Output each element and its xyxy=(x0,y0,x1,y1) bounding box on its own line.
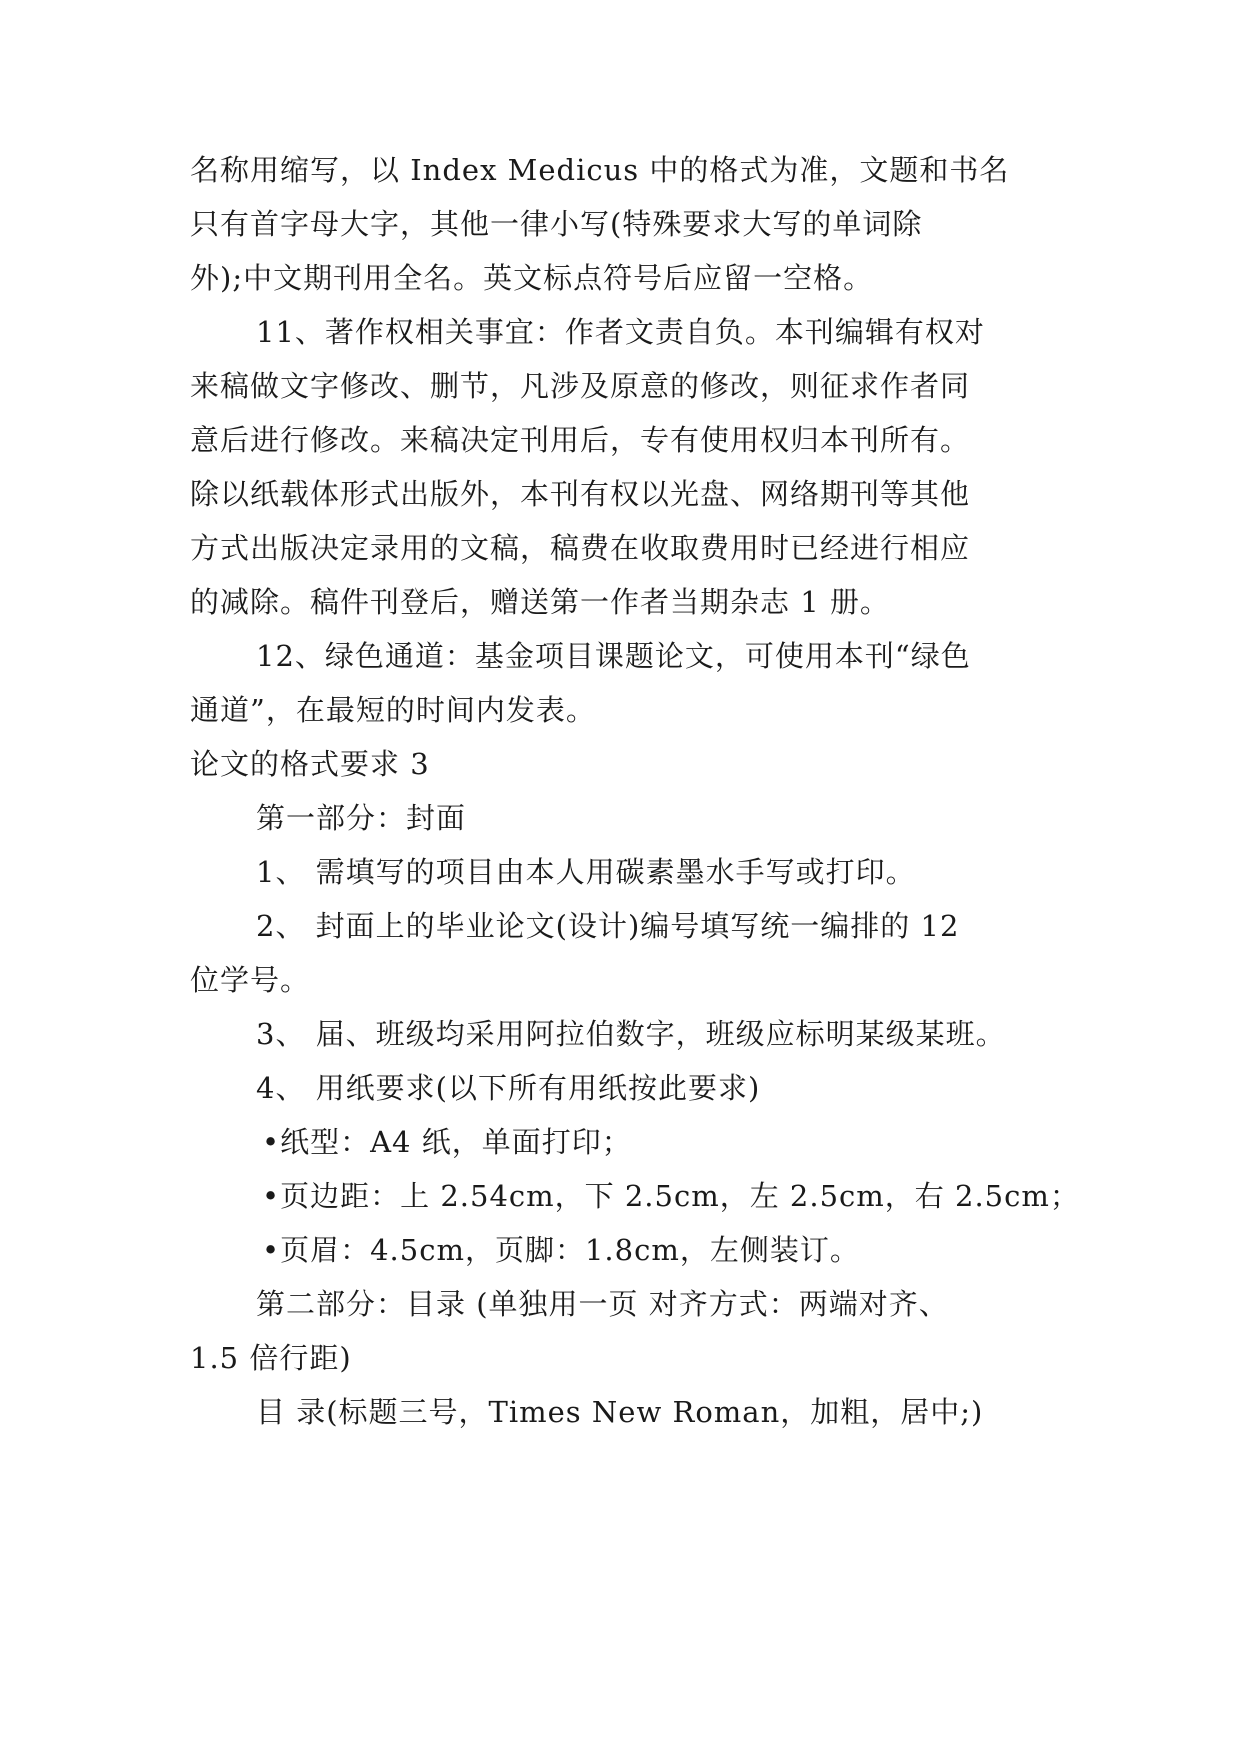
section-heading: 论文的格式要求 3 xyxy=(190,747,430,781)
text-line: 12、绿色通道：基金项目课题论文，可使用本刊“绿色 xyxy=(256,639,971,673)
text-line: 的减除。稿件刊登后，赠送第一作者当期杂志 1 册。 xyxy=(190,585,890,619)
text-line: 只有首字母大字，其他一律小写(特殊要求大写的单词除 xyxy=(190,207,923,241)
text-line: 11、著作权相关事宜：作者文责自负。本刊编辑有权对 xyxy=(256,315,985,349)
bullet-item: •页边距：上 2.54cm，下 2.5cm，左 2.5cm，右 2.5cm； xyxy=(262,1179,1080,1213)
list-item: 1、 需填写的项目由本人用碳素墨水手写或打印。 xyxy=(256,855,916,889)
text-line: 位学号。 xyxy=(190,963,311,997)
text-line: 第一部分：封面 xyxy=(256,801,467,835)
text-line: 方式出版决定录用的文稿，稿费在收取费用时已经进行相应 xyxy=(190,531,971,565)
text-line: 外);中文期刊用全名。英文标点符号后应留一空格。 xyxy=(190,261,874,295)
text-line: 目 录(标题三号，Times New Roman，加粗，居中;) xyxy=(256,1395,984,1429)
list-item: 2、 封面上的毕业论文(设计)编号填写统一编排的 12 xyxy=(256,909,960,943)
text-line: 第二部分：目录 (单独用一页 对齐方式：两端对齐、 xyxy=(256,1287,949,1321)
bullet-item: •页眉：4.5cm，页脚：1.8cm，左侧装订。 xyxy=(262,1233,860,1267)
list-item: 4、 用纸要求(以下所有用纸按此要求) xyxy=(256,1071,761,1105)
text-line: 通道”，在最短的时间内发表。 xyxy=(190,693,596,727)
text-line: 意后进行修改。来稿决定刊用后，专有使用权归本刊所有。 xyxy=(190,423,971,457)
text-line: 除以纸载体形式出版外，本刊有权以光盘、网络期刊等其他 xyxy=(190,477,971,511)
text-line: 名称用缩写，以 Index Medicus 中的格式为准，文题和书名 xyxy=(190,153,1010,187)
bullet-item: •纸型：A4 纸，单面打印； xyxy=(262,1125,632,1159)
text-line: 1.5 倍行距) xyxy=(190,1341,352,1375)
list-item: 3、 届、班级均采用阿拉伯数字，班级应标明某级某班。 xyxy=(256,1017,1006,1051)
text-line: 来稿做文字修改、删节，凡涉及原意的修改，则征求作者同 xyxy=(190,369,971,403)
